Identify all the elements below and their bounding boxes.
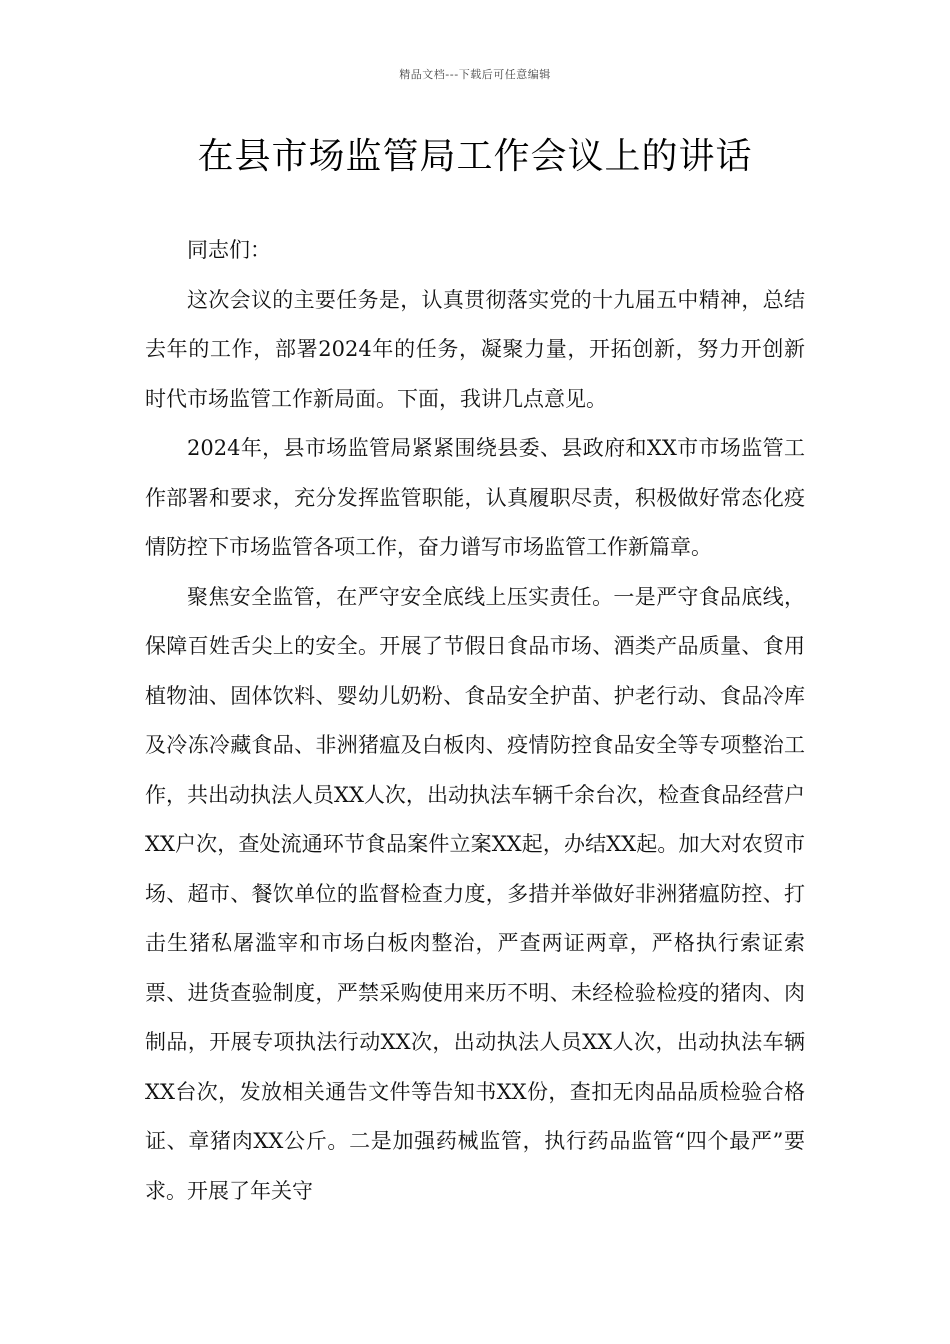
body-paragraph: 聚焦安全监管，在严守安全底线上压实责任。一是严守食品底线，保障百姓舌尖上的安全。开展了节假日食品市场、酒类产品质量、食用植物油、固体饮料、婴幼儿奶粉、食品安全护苗、护老行动、食品冷库及冷冻冷藏食品、非洲猪瘟及白板肉、疫情防控食品安全等专项整治工作，共出动执法人员XX人次，出动执法车辆千余台次，检查食品经营户XX户次，查处流通环节食品案件立案XX起，办结XX起。加大对农贸市场、超市、餐饮单位的监督检查力度，多措并举做好非洲猪瘟防控、打击生猪私屠滥宰和市场白板肉整治，严查两证两章，严格执行索证索票、进货查验制度，严禁采购使用来历不明、未经检验检疫的猪肉、肉制品，开展专项执法行动XX次，出动执法人员XX人次，出动执法车辆XX台次，发放相关通告文件等告知书XX份，查扣无肉品品质检验合格证、章猪肉XX公斤。二是加强药械监管，执行药品监管“四个最严”要求。开展了年关守	[145, 584, 805, 1203]
header-note: 精品文档---下载后可任意编辑	[399, 68, 551, 81]
body-paragraph: 这次会议的主要任务是，认真贯彻落实党的十九届五中精神，总结去年的工作，部署2024年的任务，凝聚力量，开拓创新，努力开创新时代市场监管工作新局面。下面，我讲几点意见。	[145, 287, 805, 411]
salutation-paragraph: 同志们：	[187, 238, 271, 262]
document-title: 在县市场监管局工作会议上的讲话	[197, 136, 753, 177]
document-body	[145, 226, 805, 1216]
body-paragraph: 2024年，县市场监管局紧紧围绕县委、县政府和XX市市场监管工作部署和要求，充分发挥监管职能，认真履职尽责，积极做好常态化疫情防控下市场监管各项工作，奋力谱写市场监管工作新篇章。	[145, 436, 805, 559]
